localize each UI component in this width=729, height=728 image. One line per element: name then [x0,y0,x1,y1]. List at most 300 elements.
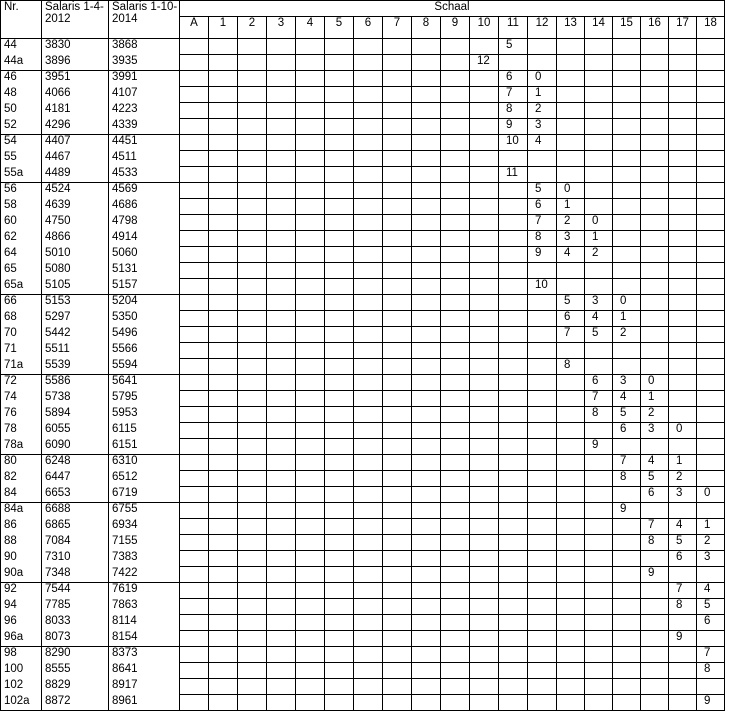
cell-salaris-2012: 7785 [42,599,109,615]
cell-scale-11: 10 [499,135,528,151]
cell-scale-A [180,663,209,679]
cell-scale-15: 0 [613,295,641,311]
cell-scale-18 [697,631,725,647]
cell-scale-7 [383,263,412,279]
cell-scale-12 [528,583,557,599]
cell-salaris-2014: 6115 [109,423,180,439]
cell-scale-15 [613,39,641,55]
cell-salaris-2014: 7863 [109,599,180,615]
cell-scale-4 [296,615,325,631]
cell-salaris-2014: 4451 [109,135,180,151]
cell-scale-3 [267,551,296,567]
cell-scale-13: 6 [557,311,585,327]
cell-scale-18: 4 [697,583,725,599]
table-body [1,39,725,711]
cell-scale-1 [209,551,238,567]
cell-scale-17: 3 [669,487,697,503]
cell-nr: 65a [1,279,42,295]
cell-scale-13: 4 [557,247,585,263]
cell-scale-3 [267,647,296,663]
cell-scale-2 [238,679,267,695]
cell-scale-3 [267,567,296,583]
cell-scale-A [180,215,209,231]
cell-scale-6 [354,167,383,183]
cell-scale-18 [697,375,725,391]
cell-scale-17: 7 [669,583,697,599]
cell-salaris-2014: 6151 [109,439,180,455]
cell-scale-9 [441,647,470,663]
cell-scale-A [180,599,209,615]
cell-scale-4 [296,487,325,503]
scale-col-header: 1 [209,17,238,39]
cell-scale-10 [470,183,499,199]
scale-col-header: 3 [267,17,296,39]
cell-scale-18 [697,407,725,423]
cell-scale-14 [585,487,613,503]
cell-nr: 74 [1,391,42,407]
cell-scale-15 [613,151,641,167]
cell-scale-18 [697,103,725,119]
cell-scale-14 [585,471,613,487]
cell-scale-12: 7 [528,215,557,231]
cell-salaris-2014: 4339 [109,119,180,135]
cell-scale-A [180,439,209,455]
table-row [1,423,725,439]
cell-scale-3 [267,103,296,119]
cell-scale-9 [441,567,470,583]
cell-scale-13 [557,519,585,535]
cell-scale-2 [238,231,267,247]
cell-scale-10 [470,311,499,327]
cell-scale-14: 2 [585,247,613,263]
cell-scale-10 [470,263,499,279]
cell-scale-7 [383,343,412,359]
cell-scale-6 [354,263,383,279]
cell-scale-18 [697,391,725,407]
cell-salaris-2012: 4407 [42,135,109,151]
cell-scale-17 [669,279,697,295]
cell-salaris-2012: 6688 [42,503,109,519]
cell-nr: 44 [1,39,42,55]
cell-scale-10 [470,455,499,471]
cell-scale-15 [613,551,641,567]
cell-salaris-2014: 8641 [109,663,180,679]
cell-scale-18 [697,87,725,103]
cell-scale-6 [354,695,383,711]
cell-scale-3 [267,519,296,535]
cell-scale-2 [238,423,267,439]
cell-scale-12 [528,55,557,71]
cell-scale-3 [267,135,296,151]
cell-scale-15 [613,343,641,359]
cell-scale-7 [383,311,412,327]
cell-scale-16 [641,679,669,695]
cell-salaris-2014: 6719 [109,487,180,503]
cell-scale-3 [267,359,296,375]
cell-scale-15: 3 [613,375,641,391]
cell-nr: 98 [1,647,42,663]
cell-salaris-2014: 8114 [109,615,180,631]
cell-scale-15 [613,615,641,631]
cell-scale-13 [557,55,585,71]
cell-scale-7 [383,471,412,487]
cell-scale-12: 6 [528,199,557,215]
cell-scale-15: 5 [613,407,641,423]
cell-scale-11: 9 [499,119,528,135]
cell-scale-11: 11 [499,167,528,183]
cell-salaris-2012: 5080 [42,263,109,279]
cell-scale-4 [296,311,325,327]
cell-salaris-2012: 7084 [42,535,109,551]
cell-scale-4 [296,151,325,167]
cell-scale-17 [669,663,697,679]
table-row [1,663,725,679]
cell-scale-12 [528,487,557,503]
cell-scale-7 [383,199,412,215]
cell-scale-15 [613,183,641,199]
cell-scale-1 [209,535,238,551]
cell-scale-17 [669,151,697,167]
cell-scale-9 [441,247,470,263]
cell-scale-13 [557,631,585,647]
cell-scale-13: 8 [557,359,585,375]
cell-scale-2 [238,151,267,167]
cell-scale-2 [238,279,267,295]
cell-scale-17: 9 [669,631,697,647]
cell-scale-10 [470,551,499,567]
cell-scale-1 [209,487,238,503]
cell-scale-4 [296,167,325,183]
cell-scale-3 [267,487,296,503]
cell-salaris-2014: 5496 [109,327,180,343]
table-row [1,487,725,503]
cell-scale-8 [412,519,441,535]
cell-scale-18 [697,423,725,439]
cell-scale-18: 2 [697,535,725,551]
cell-scale-12 [528,519,557,535]
cell-scale-3 [267,679,296,695]
cell-scale-10 [470,295,499,311]
cell-scale-17 [669,327,697,343]
cell-salaris-2012: 3951 [42,71,109,87]
cell-scale-3 [267,471,296,487]
cell-scale-15 [613,359,641,375]
cell-scale-8 [412,599,441,615]
cell-scale-12 [528,263,557,279]
cell-scale-15: 7 [613,455,641,471]
cell-scale-6 [354,519,383,535]
cell-scale-12: 1 [528,87,557,103]
cell-scale-7 [383,615,412,631]
cell-salaris-2012: 8033 [42,615,109,631]
cell-scale-15 [613,135,641,151]
cell-scale-7 [383,631,412,647]
cell-scale-9 [441,423,470,439]
cell-scale-15 [613,167,641,183]
cell-scale-2 [238,375,267,391]
cell-scale-15 [613,247,641,263]
cell-scale-12: 2 [528,103,557,119]
cell-scale-11 [499,487,528,503]
cell-scale-1 [209,167,238,183]
table-row [1,231,725,247]
cell-scale-9 [441,615,470,631]
cell-salaris-2012: 6055 [42,423,109,439]
cell-scale-2 [238,551,267,567]
header-salaris-2014: Salaris 1-10-2014 [109,1,180,39]
cell-scale-17 [669,103,697,119]
cell-scale-8 [412,247,441,263]
cell-scale-1 [209,343,238,359]
cell-scale-15 [613,87,641,103]
cell-scale-13: 2 [557,215,585,231]
cell-nr: 102 [1,679,42,695]
cell-scale-11 [499,311,528,327]
cell-scale-8 [412,311,441,327]
cell-scale-13 [557,615,585,631]
cell-scale-A [180,263,209,279]
cell-nr: 86 [1,519,42,535]
cell-scale-5 [325,343,354,359]
cell-scale-18 [697,135,725,151]
cell-scale-8 [412,455,441,471]
cell-scale-12 [528,167,557,183]
cell-scale-14 [585,423,613,439]
cell-scale-3 [267,39,296,55]
cell-scale-11 [499,327,528,343]
table-row [1,311,725,327]
cell-scale-17: 4 [669,519,697,535]
cell-scale-10 [470,503,499,519]
cell-scale-1 [209,631,238,647]
cell-scale-18 [697,439,725,455]
cell-nr: 62 [1,231,42,247]
cell-salaris-2012: 8073 [42,631,109,647]
cell-scale-A [180,71,209,87]
cell-scale-11: 7 [499,87,528,103]
cell-salaris-2012: 7348 [42,567,109,583]
cell-scale-9 [441,343,470,359]
cell-scale-A [180,327,209,343]
cell-scale-4 [296,375,325,391]
cell-scale-15 [613,119,641,135]
cell-scale-13 [557,439,585,455]
cell-salaris-2014: 4569 [109,183,180,199]
cell-scale-5 [325,695,354,711]
cell-scale-11 [499,407,528,423]
table-row [1,359,725,375]
table-row [1,135,725,151]
cell-scale-10 [470,599,499,615]
cell-scale-1 [209,247,238,263]
table-row [1,519,725,535]
cell-scale-7 [383,215,412,231]
cell-scale-3 [267,599,296,615]
cell-nr: 58 [1,199,42,215]
cell-scale-1 [209,103,238,119]
cell-scale-11 [499,439,528,455]
table-row [1,679,725,695]
cell-scale-18 [697,455,725,471]
cell-scale-17 [669,679,697,695]
cell-scale-8 [412,199,441,215]
cell-scale-5 [325,39,354,55]
cell-scale-1 [209,583,238,599]
table-row [1,87,725,103]
cell-scale-8 [412,295,441,311]
cell-scale-1 [209,439,238,455]
cell-scale-7 [383,151,412,167]
cell-scale-8 [412,487,441,503]
cell-scale-8 [412,231,441,247]
cell-salaris-2012: 6653 [42,487,109,503]
cell-scale-15 [613,71,641,87]
cell-scale-13 [557,695,585,711]
cell-scale-14 [585,551,613,567]
cell-scale-10 [470,583,499,599]
cell-salaris-2014: 4798 [109,215,180,231]
cell-scale-8 [412,215,441,231]
cell-scale-12: 4 [528,135,557,151]
cell-nr: 60 [1,215,42,231]
cell-nr: 71 [1,343,42,359]
cell-scale-2 [238,39,267,55]
cell-scale-5 [325,311,354,327]
cell-scale-1 [209,599,238,615]
cell-scale-11 [499,599,528,615]
cell-scale-4 [296,519,325,535]
cell-scale-7 [383,519,412,535]
cell-scale-11 [499,647,528,663]
cell-scale-14: 8 [585,407,613,423]
cell-scale-4 [296,599,325,615]
cell-scale-7 [383,295,412,311]
cell-scale-7 [383,407,412,423]
cell-scale-18 [697,359,725,375]
cell-scale-16: 0 [641,375,669,391]
cell-scale-5 [325,503,354,519]
cell-scale-8 [412,471,441,487]
cell-scale-16: 2 [641,407,669,423]
cell-scale-5 [325,215,354,231]
cell-scale-1 [209,71,238,87]
cell-scale-4 [296,695,325,711]
cell-scale-12 [528,631,557,647]
table-row [1,599,725,615]
cell-scale-13 [557,535,585,551]
cell-scale-16: 5 [641,471,669,487]
cell-scale-17 [669,183,697,199]
cell-scale-16 [641,695,669,711]
cell-salaris-2012: 6865 [42,519,109,535]
cell-scale-15 [613,279,641,295]
cell-scale-3 [267,247,296,263]
cell-scale-10 [470,359,499,375]
cell-scale-1 [209,183,238,199]
cell-scale-6 [354,359,383,375]
cell-scale-13 [557,663,585,679]
cell-scale-3 [267,151,296,167]
cell-scale-18 [697,327,725,343]
cell-scale-17 [669,615,697,631]
cell-scale-8 [412,103,441,119]
cell-scale-10 [470,247,499,263]
cell-nr: 66 [1,295,42,311]
cell-scale-2 [238,263,267,279]
cell-scale-16 [641,135,669,151]
cell-scale-14 [585,263,613,279]
cell-scale-5 [325,247,354,263]
cell-scale-14: 4 [585,311,613,327]
cell-scale-12 [528,535,557,551]
cell-scale-4 [296,39,325,55]
cell-scale-15: 2 [613,327,641,343]
cell-scale-7 [383,503,412,519]
cell-scale-4 [296,263,325,279]
cell-scale-16 [641,439,669,455]
cell-scale-14 [585,183,613,199]
cell-salaris-2014: 5060 [109,247,180,263]
cell-scale-6 [354,439,383,455]
cell-scale-14 [585,695,613,711]
cell-scale-3 [267,87,296,103]
cell-scale-17: 6 [669,551,697,567]
cell-scale-9 [441,471,470,487]
cell-scale-18 [697,71,725,87]
cell-scale-3 [267,583,296,599]
cell-scale-18: 1 [697,519,725,535]
cell-scale-8 [412,343,441,359]
cell-scale-1 [209,679,238,695]
cell-scale-16 [641,311,669,327]
cell-scale-8 [412,71,441,87]
cell-scale-4 [296,647,325,663]
table-row [1,375,725,391]
cell-salaris-2012: 4639 [42,199,109,215]
cell-scale-7 [383,231,412,247]
cell-scale-13 [557,503,585,519]
cell-scale-13 [557,71,585,87]
cell-scale-11 [499,471,528,487]
cell-scale-12: 0 [528,71,557,87]
cell-scale-17 [669,503,697,519]
cell-scale-12 [528,503,557,519]
header-salaris-2012: Salaris 1-4-2012 [42,1,109,39]
cell-scale-16 [641,295,669,311]
cell-scale-1 [209,199,238,215]
cell-scale-7 [383,663,412,679]
cell-nr: 72 [1,375,42,391]
cell-nr: 84a [1,503,42,519]
cell-scale-4 [296,423,325,439]
cell-scale-7 [383,119,412,135]
cell-scale-12: 8 [528,231,557,247]
cell-scale-7 [383,71,412,87]
cell-scale-8 [412,583,441,599]
table-row [1,263,725,279]
cell-scale-2 [238,343,267,359]
cell-scale-11 [499,455,528,471]
cell-scale-17: 1 [669,455,697,471]
cell-scale-12 [528,663,557,679]
cell-scale-2 [238,455,267,471]
cell-scale-11 [499,375,528,391]
cell-scale-10 [470,615,499,631]
cell-scale-13 [557,167,585,183]
cell-salaris-2012: 4296 [42,119,109,135]
cell-scale-2 [238,183,267,199]
cell-scale-10 [470,647,499,663]
